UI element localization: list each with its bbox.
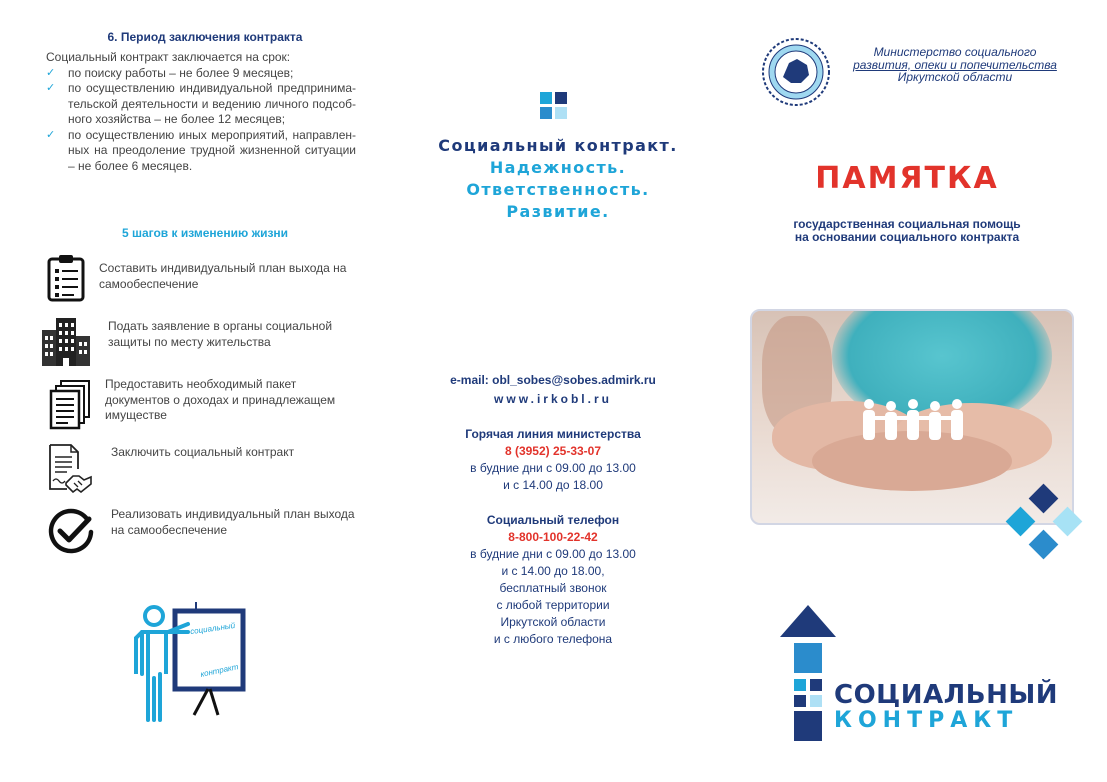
board-text-1: социальный xyxy=(189,620,236,637)
social-phone[interactable]: 8-800-100-22-42 xyxy=(508,530,598,544)
slogan-line-1: Социальный контракт. xyxy=(438,136,678,155)
subtitle: государственная социальная помощь на основании социального контракта xyxy=(793,217,1021,244)
list-item: ✓ по осуществлению индивидуальной предпринима-тельской деятельности и ведению личного подсоб-ного хозяйства – не более 12 месяцев; xyxy=(46,81,356,126)
ministry-emblem-icon xyxy=(761,37,831,112)
checkmark-icon: ✓ xyxy=(46,128,56,141)
period-title: 6. Период заключения контракта xyxy=(107,30,303,44)
contacts xyxy=(403,372,703,648)
logo-text-line-1: СОЦИАЛЬНЫЙ xyxy=(834,680,1059,710)
checkmark-icon: ✓ xyxy=(46,66,56,79)
slogan xyxy=(398,135,718,223)
period-list xyxy=(46,66,356,175)
step-1-text: Составить индивидуальный план выхода на самообеспечение xyxy=(99,261,347,291)
step-3-text: Предоставить необходимый пакет документов о доходах и принадлежащем имуществе xyxy=(105,377,336,422)
hotline-title: Горячая линия министерства xyxy=(465,427,641,441)
period-section xyxy=(46,50,356,174)
step-2-text: Подать заявление в органы социальной защиты по месту жительства xyxy=(108,319,333,349)
checkmark-circle-icon xyxy=(46,507,96,562)
ministry-name: Министерство социального развития, опеки и попечительства Иркутской области xyxy=(853,45,1057,84)
logo-text-line-2: КОНТРАКТ xyxy=(834,708,1019,733)
diamond-squares-decoration xyxy=(1000,484,1090,570)
squares-logo-icon xyxy=(540,92,568,120)
step-5-text: Реализовать индивидуальный план выхода на самообеспечение xyxy=(111,507,355,537)
period-intro: Социальный контракт заключается на срок: xyxy=(46,50,291,64)
website-link[interactable]: www.irkobl.ru xyxy=(494,392,612,406)
social-line: и с любого телефона xyxy=(493,632,613,646)
hotline-phone[interactable]: 8 (3952) 25-33-07 xyxy=(504,444,602,458)
documents-icon xyxy=(49,380,91,435)
slogan-line-4: Развитие. xyxy=(506,202,610,221)
clipboard-icon xyxy=(46,254,86,307)
hotline-hours-2: и с 14.00 до 18.00 xyxy=(503,478,603,492)
social-line: с любой территории xyxy=(496,598,610,612)
presenter-board-illustration xyxy=(128,602,248,724)
social-line: Иркутской области xyxy=(500,615,606,629)
paper-people-icon xyxy=(857,396,977,446)
contract-handshake-icon xyxy=(47,443,95,498)
checkmark-icon: ✓ xyxy=(46,82,56,94)
board-text-2: контракт xyxy=(199,662,240,679)
social-line: и с 14.00 до 18.00, xyxy=(501,564,605,578)
email-link[interactable]: e-mail: obl_sobes@sobes.admirk.ru xyxy=(450,373,656,387)
list-item: ✓ по осуществлению иных мероприятий, направлен-ных на преодоление трудной жизненной ситуации – не более 6 месяцев. xyxy=(46,127,356,173)
building-icon xyxy=(40,316,92,371)
logo-arrow-icon xyxy=(778,603,838,741)
page-title: ПАМЯТКА xyxy=(815,161,999,196)
social-line: бесплатный звонок xyxy=(499,581,607,595)
social-phone-title: Социальный телефон xyxy=(486,513,620,527)
hotline-hours-1: в будние дни с 09.00 до 13.00 xyxy=(470,461,636,475)
list-item: ✓ по поиску работы – не более 9 месяцев; xyxy=(46,65,294,80)
slogan-line-2: Надежность. xyxy=(489,158,627,177)
social-line: в будние дни с 09.00 до 13.00 xyxy=(470,547,636,561)
step-4-text: Заключить социальный контракт xyxy=(111,445,295,459)
slogan-line-3: Ответственность. xyxy=(466,180,650,199)
steps-title: 5 шагов к изменению жизни xyxy=(121,226,289,240)
